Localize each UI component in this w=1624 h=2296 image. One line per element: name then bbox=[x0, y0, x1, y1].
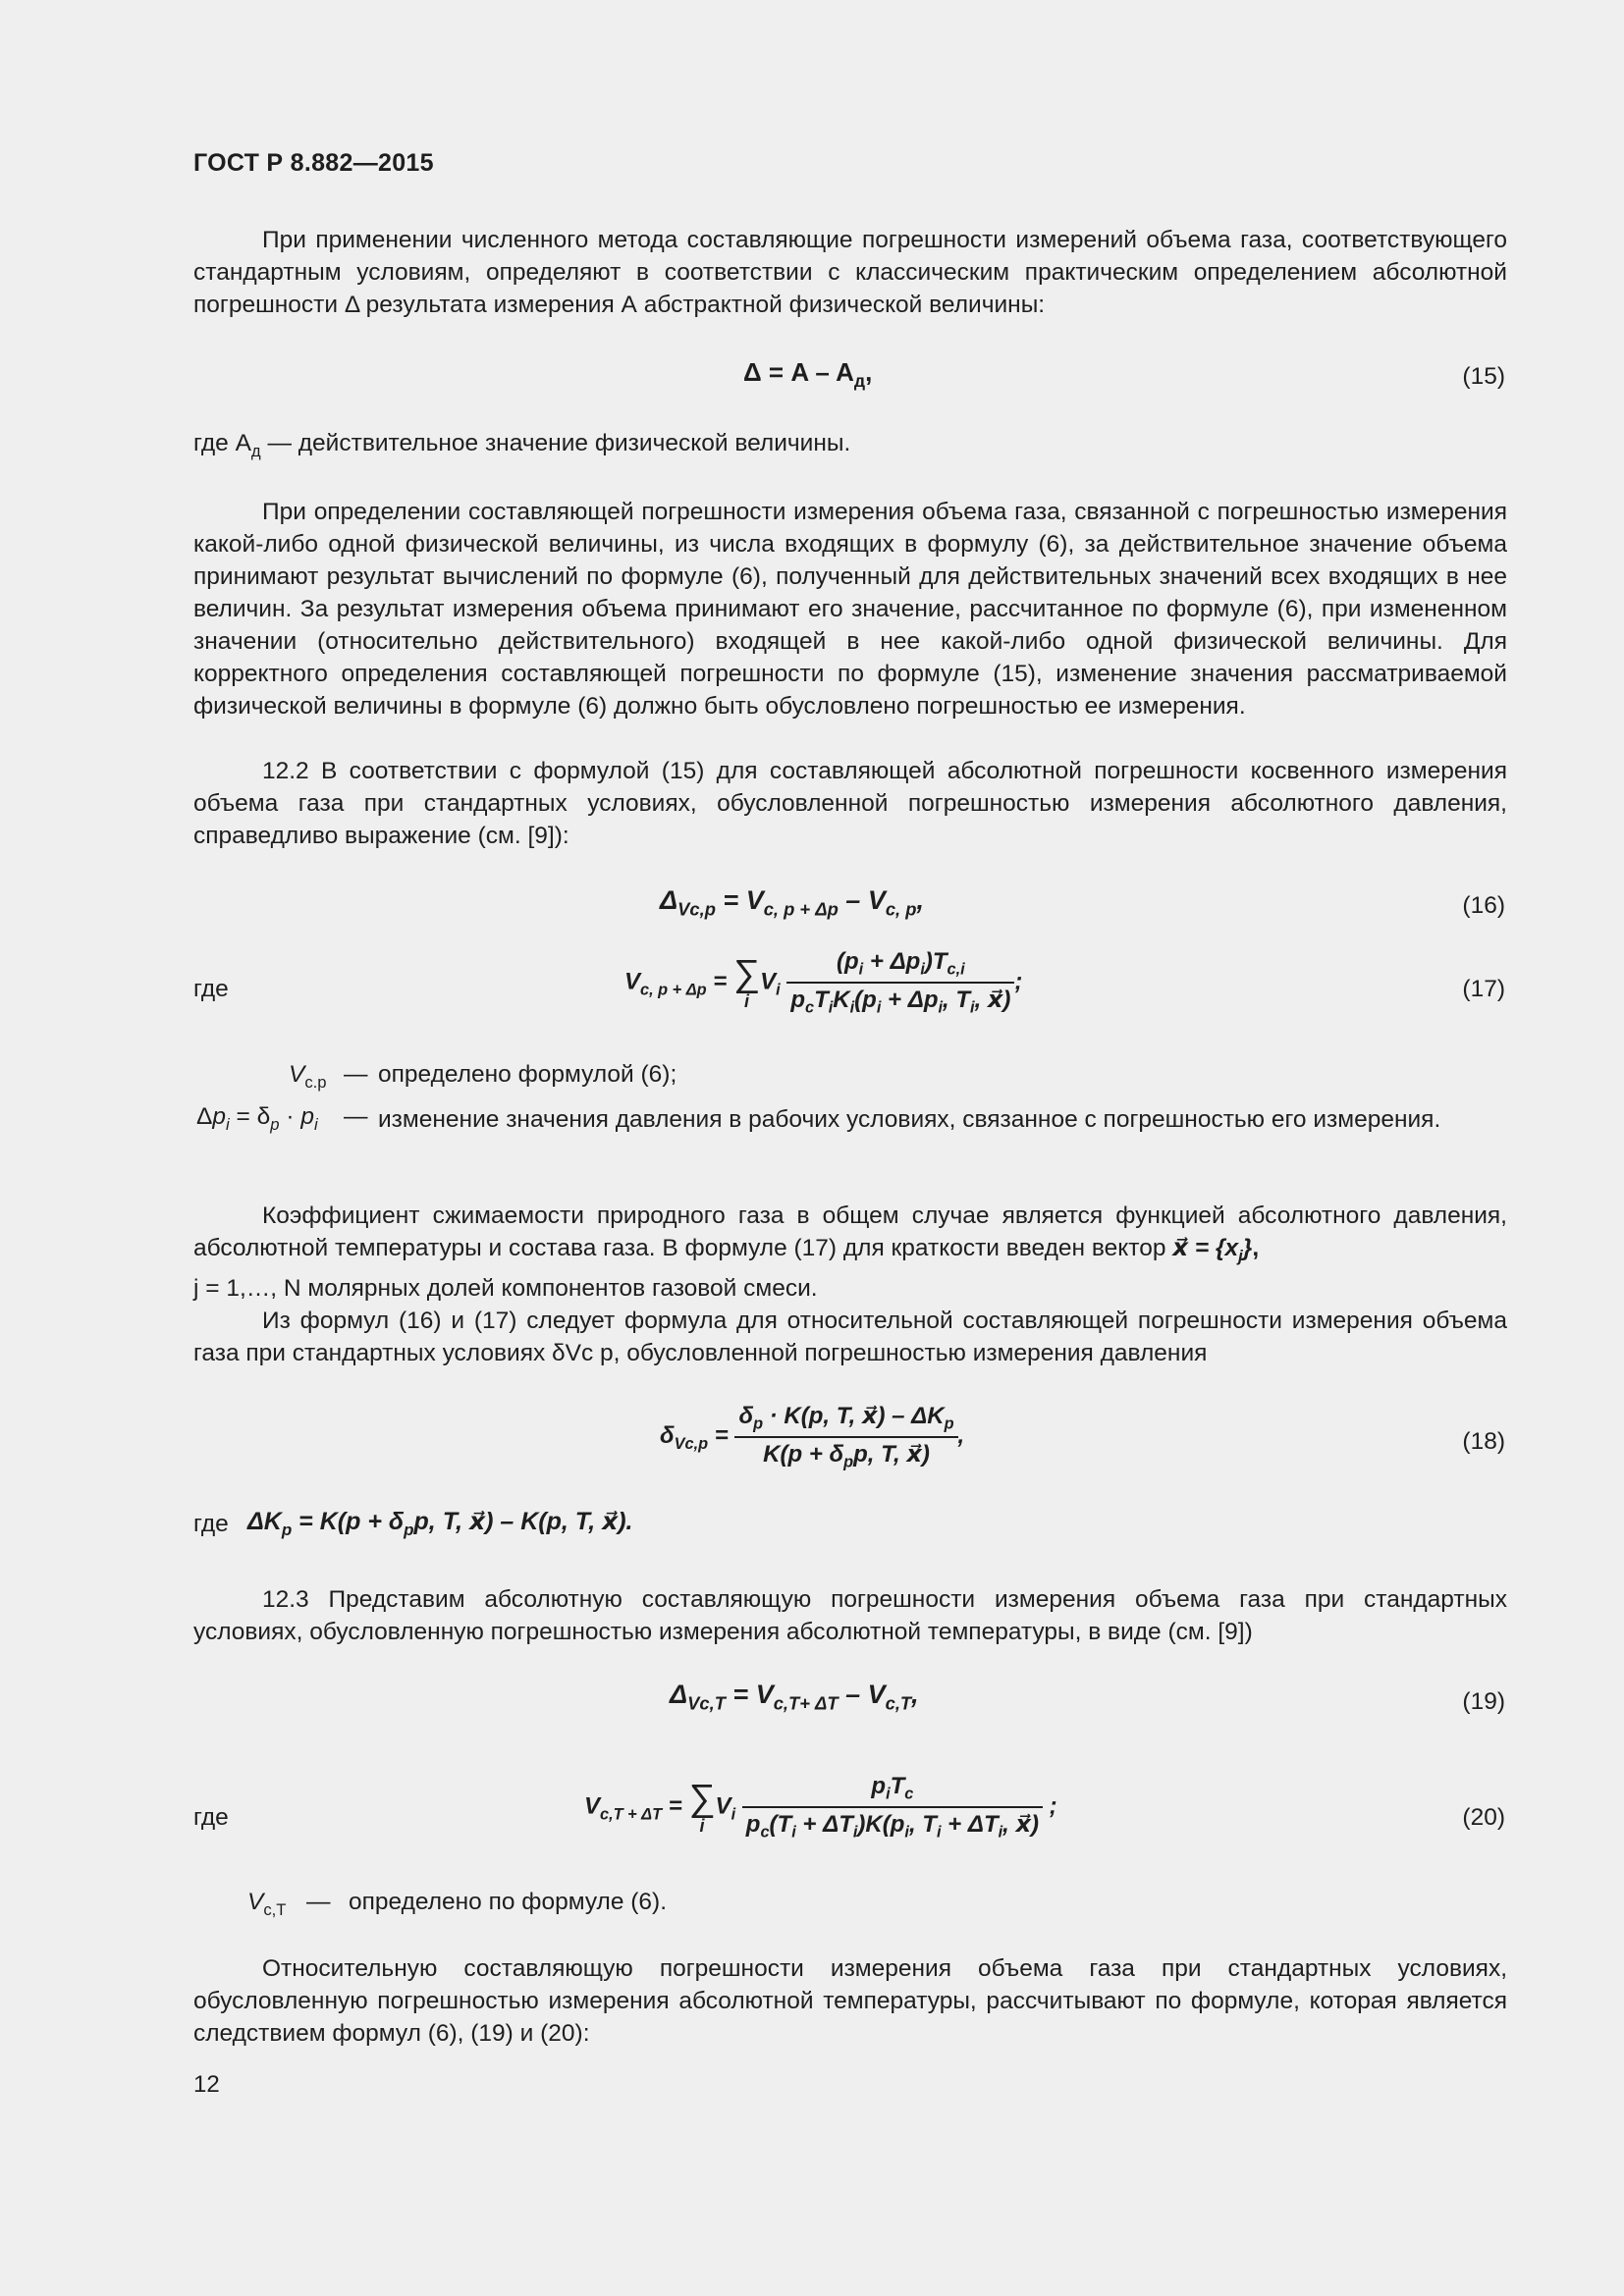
equation-number-18: (18) bbox=[1462, 1428, 1505, 1455]
formula-16: $\Delta_{Vс,p} = V_{с, p + \Delta p} - V_{с, p}$, bbox=[660, 885, 924, 920]
formula-delta-kp: $\Delta K_p = K(p + \delta_pp$, T, x⃗) – K(p, T, x⃗). bbox=[247, 1508, 633, 1539]
where-15: где $A_д$ — действительное значение физической величины. bbox=[193, 430, 851, 460]
equation-number-15: (15) bbox=[1462, 363, 1505, 390]
def-text-vcp: определено формулой (6); bbox=[378, 1061, 677, 1088]
paragraph-method: При определении составляющей погрешности измерения объема газа, связанной с погрешностью измерения какой-либо одной физической величины, из числа входящих в формулу (6), за действительное значение объема принимают результат вычислений по формуле (6), полученный для действительных значений всех входящих в нее величин. За результат измерения объема принимают его значение, рассчитанное по формуле (6), при измененном значении (относительно действительного) входящей в нее какой-либо одной физической величины. Для корректного определения составляющей погрешности по формуле (15), изменение значения рассматриваемой физической величины в формуле (6) должно быть обусловлено погрешностью ее измерения. bbox=[193, 499, 1507, 720]
paragraph-12-2: 12.2 В соответствии с формулой (15) для составляющей абсолютной погрешности косвенного измерения объема газа при стандартных условиях, обусловленной погрешностью измерения абсолютного давления, справедливо выражение (см. [9]): bbox=[193, 758, 1507, 849]
page-number: 12 bbox=[193, 2071, 220, 2098]
paragraph-relative-temperature: Относительную составляющую погрешности измерения объема газа при стандартных условиях, обусловленную погрешностью измерения абсолютной температуры, рассчитывают по формуле, которая является следствием формул (6), (19) и (20): bbox=[193, 1955, 1507, 2047]
formula-19: $\Delta_{Vс,T} = V_{с,T+ \Delta T} - V_{с,T}$, bbox=[670, 1680, 919, 1714]
equation-number-17: (17) bbox=[1462, 976, 1505, 1002]
def-dash-2: — bbox=[344, 1103, 368, 1130]
paragraph-12-3: 12.3 Представим абсолютную составляющую погрешности измерения объема газа при стандартных условиях, обусловленную погрешностью измерения абсолютной температуры, в виде (см. [9]) bbox=[193, 1586, 1507, 1645]
formula-15: $\Delta = A - A_д$, bbox=[743, 357, 873, 392]
def-dash-1: — bbox=[344, 1061, 368, 1088]
def-text-vct: определено по формуле (6). bbox=[349, 1889, 668, 1915]
def-term-vcp: $V_{с.p}$ bbox=[289, 1061, 327, 1092]
paragraph-relative-pressure: Из формул (16) и (17) следует формула для относительной составляющей погрешности измерения объема газа при стандартных условиях δVс p, обусловленной погрешностью измерения давления bbox=[193, 1308, 1507, 1366]
where-18: где bbox=[193, 1511, 229, 1537]
def-text-dpi: изменение значения давления в рабочих условиях, связанное с погрешностью его измерения. bbox=[378, 1106, 1441, 1133]
paragraph-intro: При применении численного метода составляющие погрешности измерений объема газа, соответствующего стандартным условиям, определяют в соответствии с классическим практическим определением абсолютной погрешности Δ результата измерения А абстрактной физической величины: bbox=[193, 227, 1507, 318]
document-header: ГОСТ Р 8.882—2015 bbox=[193, 149, 434, 177]
equation-number-16: (16) bbox=[1462, 892, 1505, 919]
paragraph-compressibility-end: j = 1,…, N молярных долей компонентов газовой смеси. bbox=[193, 1275, 818, 1302]
formula-20: $V_{с,T + \Delta T}$ = ∑ i $V_i$ $\frac{p_iT_с}{p_с(T_i + \Delta T_i)K(p_i, T_i + \Delta T_i, x⃗)}$ ; bbox=[584, 1773, 1057, 1842]
def-term-vct: $V_{с,T}$ bbox=[247, 1889, 287, 1919]
formula-18: $\delta_{Vс,p}$ = $\frac{\delta_p \cdot K(p, T, x⃗) - \Delta K_p}{K(p + \delta_pp, T, x⃗)}$ , bbox=[660, 1403, 965, 1471]
equation-number-20: (20) bbox=[1462, 1804, 1505, 1831]
where-20: где bbox=[193, 1804, 229, 1831]
def-dash-3: — bbox=[306, 1889, 331, 1915]
where-17: где bbox=[193, 976, 229, 1002]
equation-number-19: (19) bbox=[1462, 1688, 1505, 1715]
def-term-dpi: $\Delta p_i = \delta_p \cdot p_i$ bbox=[196, 1103, 318, 1134]
formula-17: $V_{с, p + \Delta p}$ = ∑ i $V_i$ $\frac{(p_i + \Delta p_i)T_{с,i}}{p_сT_iK_i(p_i + \Delta p_i, T_i, x⃗)}$ ; bbox=[624, 948, 1023, 1017]
paragraph-compressibility: Коэффициент сжимаемости природного газа в общем случае является функцией абсолютного давления, абсолютной температуры и состава газа. В формуле (17) для краткости введен вектор x⃗ = $\{x_j\}$, bbox=[193, 1202, 1507, 1265]
